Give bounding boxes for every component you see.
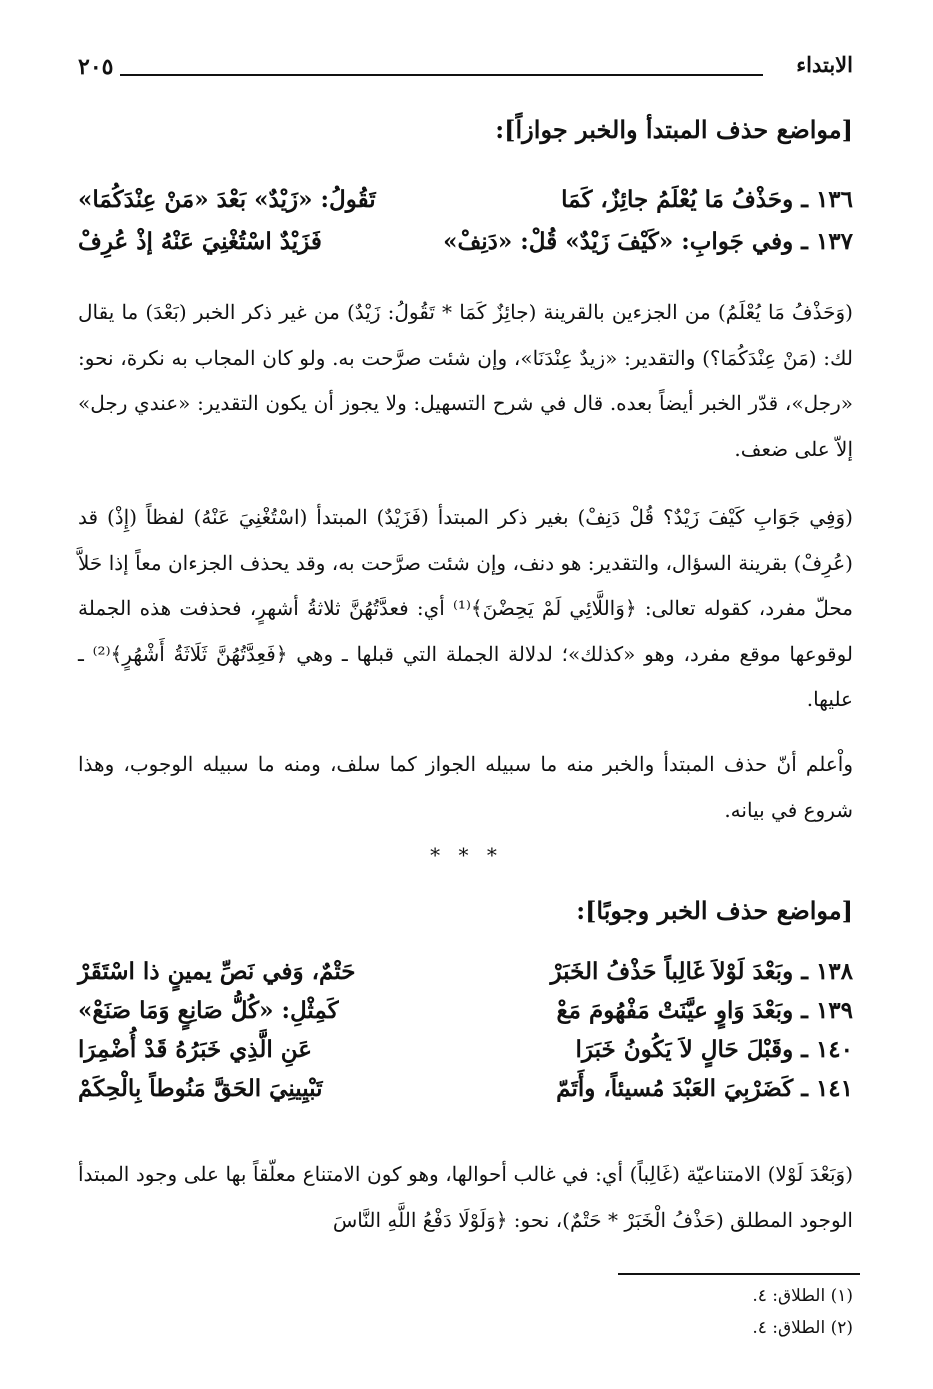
verse-second-hemistich: حَتْمٌ، وَفي نَصِّ يمينٍ ذا اسْتَقَرْ — [78, 958, 356, 985]
section-heading-obligatory-deletion: [مواضع حذف الخبر وجوبًا]: — [576, 896, 853, 925]
verse-second-hemistich: تَقُولُ: «زَيْدٌ» بَعْدَ «مَنْ عِنْدَكُمَا» — [78, 186, 376, 213]
verse-139 — [78, 997, 853, 1035]
verse-second-hemistich: كَمِثْلِ: «كُلُّ صَانِعٍ وَمَا صَنَعْ» — [78, 997, 339, 1024]
verse-second-hemistich: فَزَيْدٌ اسْتُغْنِيَ عَنْهُ إذْ عُرِفْ — [78, 228, 322, 255]
verse-first-hemistich: ١٤٠ ـ وقَبْلَ حَالٍ لاَ يَكُونُ خَبَرَا — [575, 1036, 853, 1063]
section-separator: * * * — [430, 843, 503, 867]
footnote-1: (١) الطلاق: ٤. — [752, 1286, 853, 1306]
verse-first-hemistich: ١٣٧ ـ وفي جَوابِ: «كَيْفَ زَيْدٌ» قُلْ: «دَنِفْ» — [443, 228, 853, 255]
commentary-paragraph: (وَفِي جَوَابِ كَيْفَ زَيْدٌ؟ قُلْ دَنِفْ) بغير ذكر المبتدأ (فَزَيْدٌ) المبتدأ (اسْتُغْنِيَ عَنْهُ) لفظاً (إِذْ) قد (عُرِفْ) بقرينة السؤال، والتقدير: هو دنف، وإن شئت صرَّحت به، وقد يحذف الجزءان معاً إذا حَلاَّ محلّ مفرد، كقوله تعالى: ﴿وَاللَّائِي لَمْ يَحِضْنَ﴾⁽¹⁾ أي: فعدَّتُهُنَّ ثلاثةُ أشهرٍ، فحذفت هذه الجملة لوقوعها موقع مفرد، وهو «كذلك»؛ لدلالة الجملة التي قبلها ـ وهي ﴿فَعِدَّتُهُنَّ ثَلَاثَةُ أَشْهُرٍ﴾⁽²⁾ ـ عليها. — [78, 505, 853, 711]
footnote-2: (٢) الطلاق: ٤. — [752, 1318, 853, 1338]
commentary-paragraph: (وَحَذْفُ مَا يُعْلَمُ) من الجزءين بالقرينة (جائِزٌ كَمَا * تَقُولُ: زَيْدٌ) من غير ذكر الخبر (بَعْدَ) ما يقال لك: (مَنْ عِنْدَكُمَا؟) والتقدير: «زيدٌ عِنْدَنَا»، وإن شئت صرَّحت به. ولو كان المجاب به نكرة، نحو: «رجل»، قدّر الخبر أيضاً بعده. قال في شرح التسهيل: ولا يجوز أن يكون التقدير: «عندي رجل» إلاّ على ضعف. — [78, 300, 853, 461]
section-heading-optional-deletion: [مواضع حذف المبتدأ والخبر جوازاً]: — [495, 115, 853, 144]
header-rule — [120, 74, 763, 76]
running-header — [78, 52, 853, 92]
verse-141 — [78, 1075, 853, 1113]
verse-137 — [78, 228, 853, 266]
commentary-paragraph: (وَبَعْدَ لَوْلا) الامتناعيّة (غَالِباً) أي: في غالب أحوالها، وهو كون الامتناع معلّقاً بها على وجود المبتدأ الوجود المطلق (حَذْفُ الْخَبَرْ * حَتْمٌ)، نحو: ﴿وَلَوْلَا دَفْعُ اللَّهِ النَّاسَ — [78, 1162, 853, 1232]
verse-first-hemistich: ١٣٨ ـ وبَعْدَ لَوْلاَ غَالِباً حَذْفُ الخَبَرْ — [550, 958, 853, 985]
verse-first-hemistich: ١٤١ ـ كَضَرْبِيَ العَبْدَ مُسيئاً، وأَتَمّ — [556, 1075, 853, 1102]
verse-second-hemistich: عَنِ الَّذِي خَبَرُهُ قَدْ أُضْمِرَا — [78, 1036, 312, 1063]
verse-first-hemistich: ١٣٦ ـ وحَذْفُ مَا يُعْلَمُ جائِزٌ، كَمَا — [561, 186, 853, 213]
verse-138 — [78, 958, 853, 996]
running-title: الابتداء — [796, 52, 853, 77]
verse-second-hemistich: تَبْيِينِيَ الحَقَّ مَنُوطاً بِالْحِكَمْ — [78, 1075, 323, 1102]
footnote-rule — [618, 1273, 860, 1275]
verse-136 — [78, 186, 853, 224]
commentary-paragraph: واْعلم أنّ حذف المبتدأ والخبر منه ما سبيله الجواز كما سلف، ومنه ما سبيله الوجوب، وهذا شروع في بيانه. — [78, 752, 853, 822]
verse-140 — [78, 1036, 853, 1074]
page-number: ٢٠٥ — [78, 54, 114, 80]
verse-first-hemistich: ١٣٩ ـ وبَعْدَ وَاوٍ عيَّنَتْ مَفْهُومَ مَعْ — [556, 997, 853, 1024]
